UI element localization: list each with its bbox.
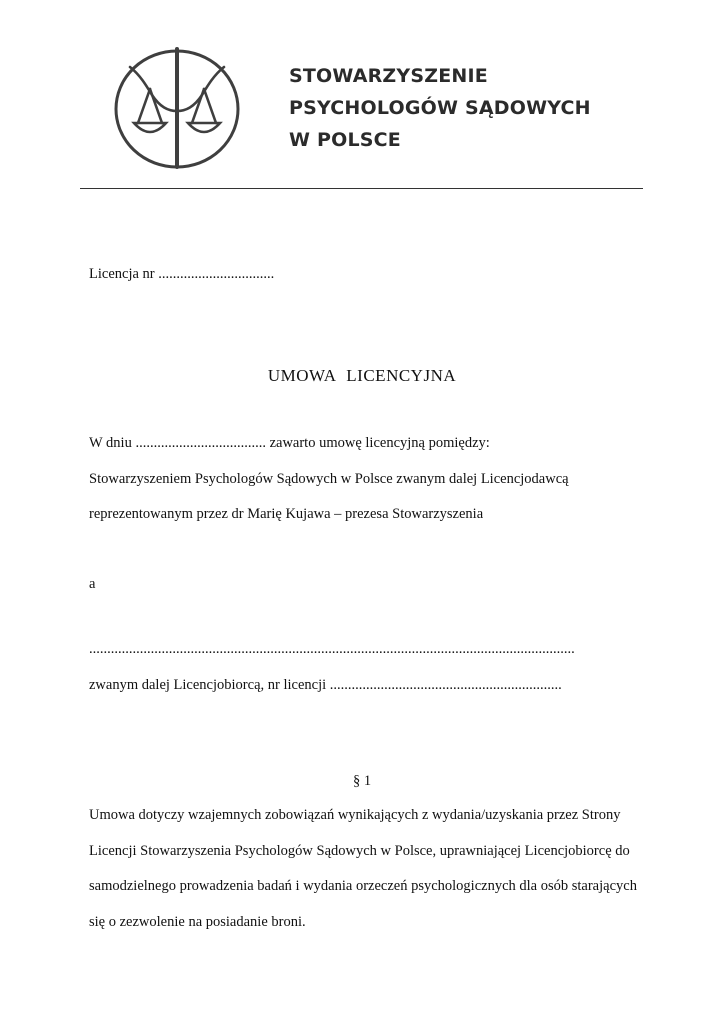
licensee-line: zwanym dalej Licencjobiorcą, nr licencji ................................................................ [89, 677, 562, 693]
licensor-line: Stowarzyszeniem Psychologów Sądowych w Polsce zwanym dalej Licencjodawcą [89, 471, 569, 487]
organization-name-line: PSYCHOLOGÓW SĄDOWYCH [289, 97, 591, 119]
section-1-text-line: Licencji Stowarzyszenia Psychologów Sądowych w Polsce, uprawniającej Licencjobiorcę do [89, 843, 630, 859]
organization-name-line: STOWARZYSZENIE [289, 65, 488, 87]
agreement-date-line: W dniu .................................... zawarto umowę licencyjną pomiędzy: [89, 435, 490, 451]
header-divider [80, 188, 643, 189]
license-number-line: Licencja nr ................................ [89, 266, 275, 282]
section-1-text-line: samodzielnego prowadzenia badań i wydania orzeczeń psychologicznych dla osób starających [89, 878, 637, 894]
section-1-text-line: się o zezwolenie na posiadanie broni. [89, 914, 306, 930]
licensee-blank-line: ...................................................................................................................................... [89, 641, 575, 657]
conjunction-and: a [89, 576, 96, 592]
organization-name-line: W POLSCE [289, 129, 401, 151]
document-title: UMOWA LICENCYJNA [267, 366, 457, 385]
section-1-text-line: Umowa dotyczy wzajemnych zobowiązań wynikających z wydania/uzyskania przez Strony [89, 807, 621, 823]
section-1-heading: § 1 [352, 773, 372, 789]
organization-name [289, 60, 591, 156]
licensor-representative-line: reprezentowanym przez dr Marię Kujawa – prezesa Stowarzyszenia [89, 506, 484, 522]
scales-of-justice-psi-icon [112, 45, 242, 175]
